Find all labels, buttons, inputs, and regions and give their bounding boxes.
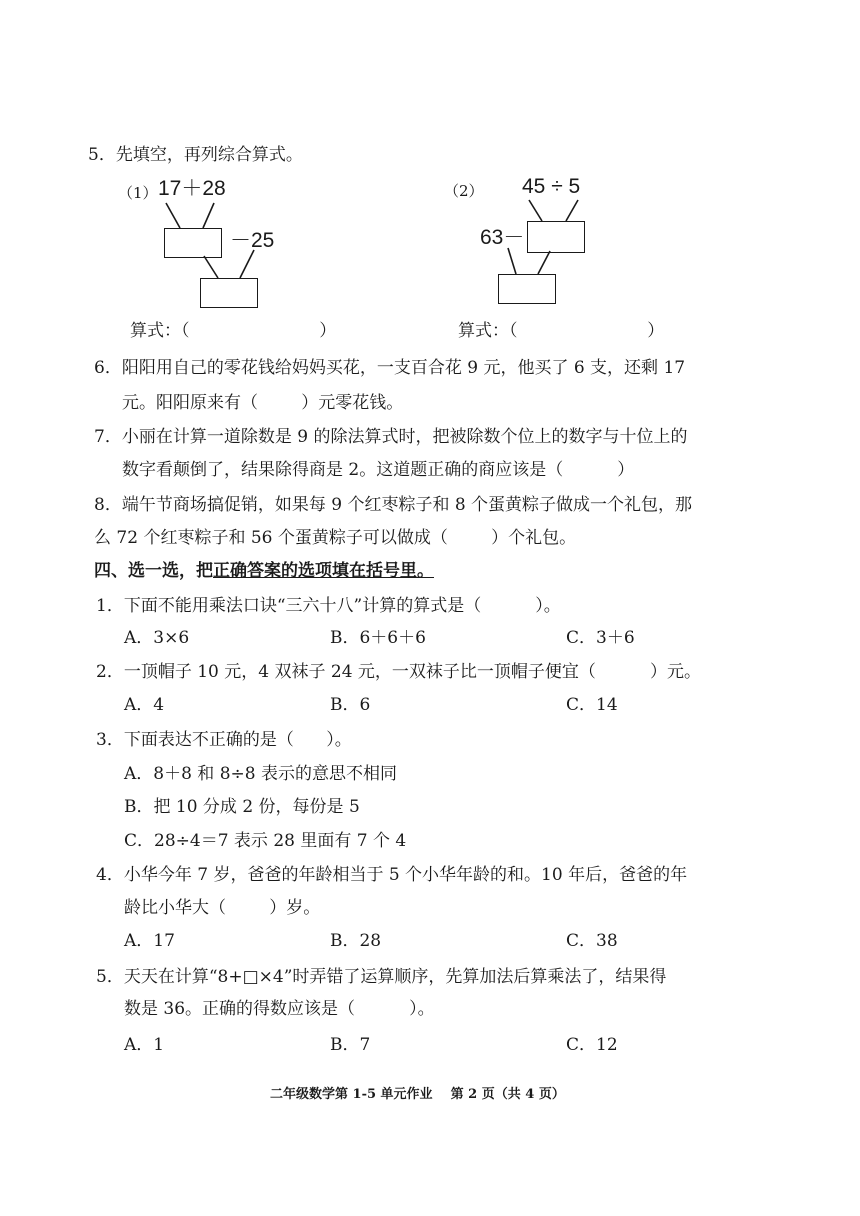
c3-option-b[interactable]: B．把 10 分成 2 份，每份是 5: [124, 797, 360, 817]
q7-line1: 7．小丽在计算一道除数是 9 的除法算式时，把被除数个位上的数字与十位上的: [94, 427, 688, 447]
q6-line1: 6．阳阳用自己的零花钱给妈妈买花，一支百合花 9 元，他买了 6 支，还剩 17: [94, 358, 686, 378]
q8-line1: 8．端午节商场搞促销，如果每 9 个红枣粽子和 8 个蛋黄粽子做成一个礼包，那: [94, 495, 693, 515]
c3-option-c[interactable]: C．28÷4＝7 表示 28 里面有 7 个 4: [124, 831, 407, 851]
q8-line2: 么 72 个红枣粽子和 56 个蛋黄粽子可以做成（ ）个礼包。: [94, 528, 577, 548]
q5-part1-expression: 17＋28: [158, 177, 226, 200]
q5-part2-label: （2）: [444, 182, 484, 200]
c2-option-b[interactable]: B．6: [330, 695, 371, 715]
c1-stem: 1．下面不能用乘法口诀“三六十八”计算的算式是（ ）。: [96, 596, 561, 616]
c2-stem: 2．一顶帽子 10 元，4 双袜子 24 元，一双袜子比一顶帽子便宜（ ）元。: [96, 662, 701, 682]
q5-title: 5．先填空，再列综合算式。: [88, 145, 303, 165]
c5-line1: 5．天天在计算“8+□×4”时弄错了运算顺序，先算加法后算乘法了，结果得: [96, 967, 667, 987]
q5-part2-operation: 63－: [480, 226, 525, 249]
c5-option-b[interactable]: B．7: [330, 1035, 371, 1055]
section4-heading: [94, 560, 434, 582]
q5-part1-formula: 算式：（ ）: [130, 321, 337, 341]
c1-option-a[interactable]: A．3×6: [124, 628, 190, 648]
page-footer: 二年级数学第 1-5 单元作业 第 2 页（共 4 页）: [270, 1087, 565, 1102]
c5-option-c[interactable]: C．12: [566, 1035, 618, 1055]
q5-part1-operation: －25: [230, 229, 275, 252]
c4-option-c[interactable]: C．38: [566, 931, 618, 951]
c4-option-a[interactable]: A．17: [124, 931, 175, 951]
c2-option-a[interactable]: A．4: [124, 695, 165, 715]
c5-option-a[interactable]: A．1: [124, 1035, 165, 1055]
q5-part1-label: （1）: [118, 184, 158, 202]
q6-line2: 元。阳阳原来有（ ）元零花钱。: [122, 393, 404, 413]
c3-option-a[interactable]: A．8＋8 和 8÷8 表示的意思不相同: [124, 764, 397, 784]
c4-line2: 龄比小华大（ ）岁。: [124, 898, 321, 918]
c4-line1: 4．小华今年 7 岁，爸爸的年龄相当于 5 个小华年龄的和。10 年后，爸爸的年: [96, 865, 688, 885]
q5-part2-formula: 算式：（ ）: [458, 321, 665, 341]
q7-line2: 数字看颠倒了，结果除得商是 2。这道题正确的商应该是（ ）: [122, 460, 635, 480]
c1-option-b[interactable]: B．6＋6＋6: [330, 628, 426, 648]
c2-option-c[interactable]: C．14: [566, 695, 618, 715]
section4-heading-underlined: 正确答案的选项填在括号里。: [213, 561, 434, 581]
c1-option-c[interactable]: C．3＋6: [566, 628, 635, 648]
c3-stem: 3．下面表达不正确的是（ ）。: [96, 730, 352, 750]
q5-part2-expression: 45 ÷ 5: [522, 175, 581, 198]
section4-heading-prefix: 四、选一选，把: [94, 561, 213, 581]
c4-option-b[interactable]: B．28: [330, 931, 382, 951]
c5-line2: 数是 36。正确的得数应该是（ ）。: [124, 999, 435, 1019]
